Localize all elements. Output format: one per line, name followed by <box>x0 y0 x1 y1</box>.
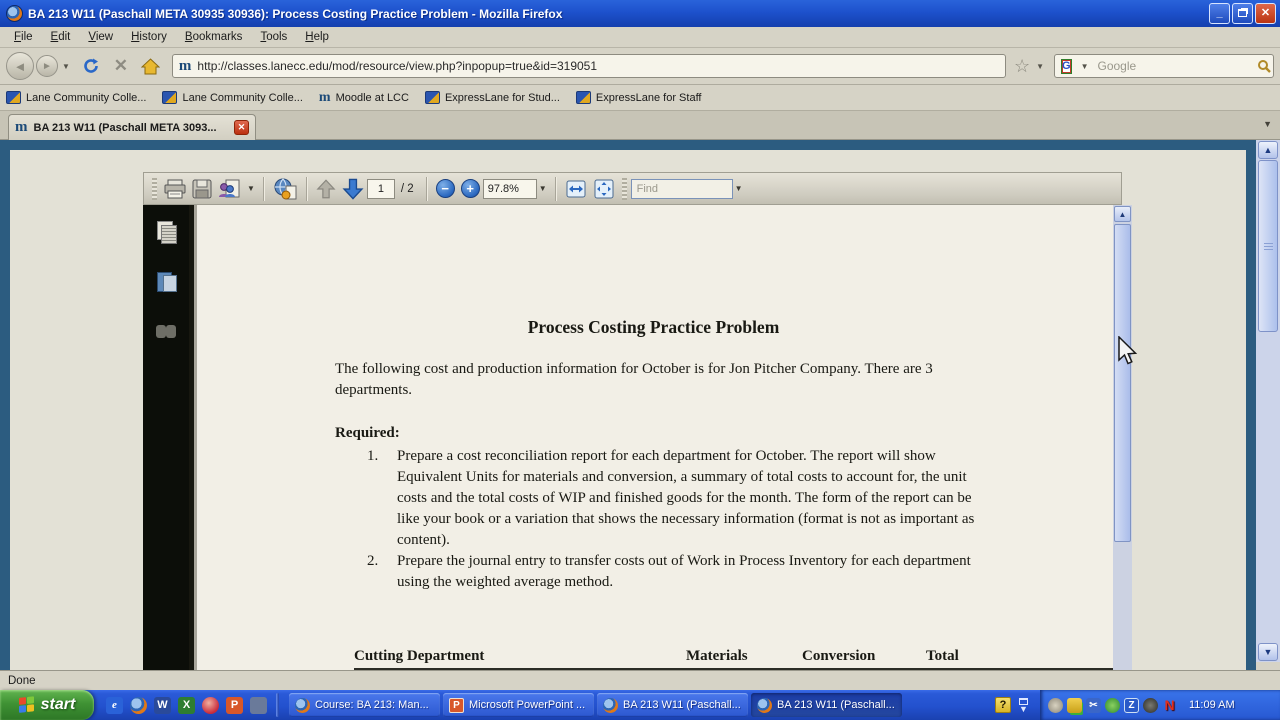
menu-file[interactable]: File <box>14 31 33 43</box>
task-label: Microsoft PowerPoint ... <box>469 699 586 711</box>
tray-globe-icon[interactable] <box>1048 698 1063 713</box>
page-down-icon <box>342 178 364 200</box>
chevron-down-icon: ▼ <box>1019 704 1028 714</box>
bookmark-dropdown-icon[interactable]: ▼ <box>1036 61 1044 71</box>
tray-novell-icon[interactable]: N <box>1164 697 1175 713</box>
scroll-down-icon[interactable]: ▼ <box>1258 643 1278 661</box>
restore-button[interactable] <box>1232 3 1253 24</box>
taskbar-window-button-active[interactable] <box>751 693 902 717</box>
forward-button[interactable]: ► <box>36 55 58 77</box>
bookmarks-toolbar <box>0 85 1280 111</box>
close-button[interactable]: ✕ <box>1255 3 1276 24</box>
tray-shield-icon[interactable] <box>1067 698 1082 713</box>
fit-page-icon <box>593 179 615 199</box>
bookmark-label: ExpressLane for Stud... <box>444 91 560 104</box>
windows-flag-icon <box>19 696 35 714</box>
print-icon <box>164 179 186 199</box>
bookmark-label: Lane Community Colle... <box>26 91 147 104</box>
window-titlebar <box>0 0 1280 27</box>
tray-z-icon[interactable]: Z <box>1124 698 1139 713</box>
tab-favicon-moodle: m <box>15 119 28 135</box>
minimize-button[interactable]: _ <box>1209 3 1230 24</box>
taskbar-window-button[interactable] <box>289 693 440 717</box>
toolbar-grip <box>152 178 157 200</box>
task-label: BA 213 W11 (Paschall... <box>623 699 741 711</box>
share-button[interactable] <box>215 176 245 202</box>
zoom-in-button[interactable]: + <box>461 179 480 198</box>
powerpoint-icon: P <box>449 698 464 713</box>
fit-page-button[interactable] <box>590 176 618 202</box>
menu-tools[interactable]: Tools <box>260 31 288 43</box>
firefox-icon <box>295 698 310 713</box>
tray-app-icon[interactable] <box>1143 698 1158 713</box>
home-button[interactable] <box>138 53 164 79</box>
find-input[interactable] <box>631 179 733 199</box>
fit-width-icon <box>565 180 587 198</box>
pdf-navigation-pane <box>143 205 189 670</box>
firefox-icon <box>603 698 618 713</box>
bookmark-icon <box>6 91 21 104</box>
bookmark-icon <box>576 91 591 104</box>
system-tray <box>1040 690 1280 720</box>
print-button[interactable] <box>161 176 189 202</box>
start-label: start <box>40 696 76 713</box>
window-title: BA 213 W11 (Paschall META 30935 30936): Process Costing Practice Problem - Mozilla Firefox <box>28 6 563 21</box>
bookmark-star-icon[interactable]: ☆ <box>1013 55 1031 76</box>
back-button[interactable]: ◄ <box>6 52 34 80</box>
toolbar-separator <box>555 177 556 201</box>
taskbar <box>0 690 1280 720</box>
table-row-label: Cutting Department <box>354 648 485 664</box>
find-dropdown-icon[interactable]: ▼ <box>734 184 743 193</box>
bookmark-label: ExpressLane for Staff <box>595 91 702 104</box>
tray-expand-control[interactable] <box>1019 698 1028 712</box>
pdf-scroll-up-icon[interactable]: ▲ <box>1114 206 1131 222</box>
zoom-level-combo[interactable] <box>483 179 537 199</box>
tab-label: BA 213 W11 (Paschall META 3093... <box>33 121 217 134</box>
firefox-icon <box>6 5 23 22</box>
document-table-header-row <box>354 648 1113 670</box>
bookmark-item[interactable] <box>576 91 702 104</box>
search-icon[interactable] <box>1257 59 1271 73</box>
history-dropdown-icon[interactable]: ▼ <box>62 61 70 71</box>
bookmark-label: Moodle at LCC <box>335 91 409 104</box>
list-text: Prepare a cost reconciliation report for each department for October. The report will show Equivalent Units for materials and conversion, a summary of total costs to account for, the unit costs and the total costs of WIP and finished goods for the month. The form of the report can be like your book or a variation that shows the necessary information (format is not as important as content). <box>397 448 975 548</box>
reload-icon <box>82 57 100 75</box>
table-col-header: Materials <box>686 648 748 664</box>
list-text: Prepare the journal entry to transfer costs out of Work in Process Inventory for each department using the weighted average method. <box>397 553 971 590</box>
share-icon <box>218 179 242 199</box>
page-up-icon <box>316 179 336 199</box>
bookmark-item[interactable] <box>162 91 302 104</box>
zoom-level-value: 97.8% <box>487 182 519 195</box>
scroll-up-icon[interactable]: ▲ <box>1258 141 1278 159</box>
access-key-icon[interactable] <box>202 697 219 714</box>
pdf-scrollbar-thumb[interactable] <box>1114 224 1131 542</box>
document-intro: The following cost and production information for October is for Jon Pitcher Company. There are 3 departments. <box>335 361 933 398</box>
firefox-quicklaunch-icon[interactable] <box>130 697 147 714</box>
document-list-item <box>367 446 992 551</box>
pages-panel-icon[interactable] <box>155 221 177 243</box>
previous-page-button[interactable] <box>313 176 339 202</box>
firefox-icon <box>757 698 772 713</box>
scrollbar-thumb[interactable] <box>1258 160 1278 332</box>
fit-width-button[interactable] <box>562 176 590 202</box>
mouse-cursor <box>1116 336 1138 366</box>
document-title: Process Costing Practice Problem <box>527 317 780 337</box>
table-col-header: Total <box>926 648 959 664</box>
taskbar-window-button[interactable] <box>597 693 748 717</box>
bookmark-item[interactable] <box>425 91 560 104</box>
menu-history[interactable]: History <box>131 31 167 43</box>
page-count-label: / 2 <box>400 182 414 195</box>
search-input[interactable] <box>1097 59 1252 73</box>
tab-list-dropdown-icon[interactable]: ▼ <box>1263 119 1272 129</box>
taskbar-clock: 11:09 AM <box>1189 699 1235 711</box>
bookmark-icon <box>425 91 440 104</box>
url-input[interactable] <box>197 59 999 73</box>
zoom-dropdown-icon[interactable]: ▼ <box>538 184 547 193</box>
list-number: 1. <box>367 448 379 464</box>
bookmark-label: Lane Community Colle... <box>182 91 303 104</box>
google-icon: G <box>1062 60 1071 72</box>
moodle-favicon: m <box>178 57 192 74</box>
app-icon[interactable] <box>250 697 267 714</box>
search-bar[interactable] <box>1054 54 1274 78</box>
next-page-button[interactable] <box>339 176 367 202</box>
menu-help[interactable]: Help <box>305 31 329 43</box>
scrollbar-corner <box>1256 662 1280 670</box>
url-bar[interactable] <box>172 54 1006 78</box>
list-number: 2. <box>367 553 379 569</box>
powerpoint-icon[interactable]: P <box>226 697 243 714</box>
save-button[interactable] <box>189 176 215 202</box>
document-list-item <box>367 551 992 593</box>
moodle-icon: m <box>318 89 331 105</box>
stop-button[interactable]: ✕ <box>113 56 129 75</box>
bookmark-item[interactable] <box>6 91 146 104</box>
tab-close-button[interactable]: ✕ <box>234 120 249 135</box>
menu-bookmarks[interactable]: Bookmarks <box>184 31 243 43</box>
browser-content-area <box>0 140 1256 670</box>
table-col-header: Conversion <box>802 648 876 664</box>
task-label: BA 213 W11 (Paschall... <box>777 699 895 711</box>
task-label: Course: BA 213: Man... <box>315 699 429 711</box>
menu-view[interactable]: View <box>88 31 114 43</box>
word-icon[interactable]: W <box>154 697 171 714</box>
status-bar <box>0 670 1280 690</box>
toolbar-separator <box>263 177 264 201</box>
tab-bar <box>0 111 1280 140</box>
bookmark-item-moodle[interactable] <box>319 90 409 106</box>
excel-icon[interactable]: X <box>178 697 195 714</box>
search-panel-icon[interactable] <box>155 321 177 343</box>
toolbar-grip <box>622 178 627 200</box>
document-required-heading: Required: <box>335 425 400 441</box>
browser-scrollbar[interactable] <box>1256 140 1280 670</box>
share-dropdown-icon[interactable]: ▼ <box>247 184 255 193</box>
menu-edit[interactable]: Edit <box>50 31 71 43</box>
pdf-toolbar <box>143 172 1122 205</box>
menu-bar <box>0 27 1280 48</box>
status-text: Done <box>8 674 36 687</box>
tray-tool-icon[interactable]: ✂ <box>1086 698 1101 713</box>
bookmarks-panel-icon[interactable] <box>155 271 177 293</box>
start-button[interactable] <box>0 690 94 720</box>
reload-button[interactable] <box>78 53 104 79</box>
pdf-scrollbar[interactable] <box>1113 205 1132 670</box>
online-services-button[interactable] <box>270 176 300 202</box>
navigation-toolbar <box>0 48 1280 85</box>
toolbar-separator <box>426 177 427 201</box>
taskbar-separator <box>276 693 279 717</box>
quick-launch-bar <box>94 693 289 717</box>
taskbar-window-button[interactable] <box>443 693 594 717</box>
zoom-out-button[interactable]: − <box>436 179 455 198</box>
page-number-input[interactable] <box>367 179 395 199</box>
tray-agent-icon[interactable] <box>1105 698 1120 713</box>
help-tray-icon[interactable]: ? <box>995 697 1011 713</box>
page-viewport <box>10 150 1246 670</box>
pdf-page <box>189 205 1113 670</box>
search-engine-dropdown-icon[interactable]: ▼ <box>1080 61 1089 71</box>
tab-active[interactable] <box>8 114 256 140</box>
bookmark-icon <box>162 91 177 104</box>
home-icon <box>141 58 160 75</box>
restore-icon <box>1238 9 1247 17</box>
ie-icon[interactable]: e <box>106 697 123 714</box>
toolbar-separator <box>306 177 307 201</box>
globe-document-icon <box>273 178 297 200</box>
save-icon <box>192 179 212 199</box>
